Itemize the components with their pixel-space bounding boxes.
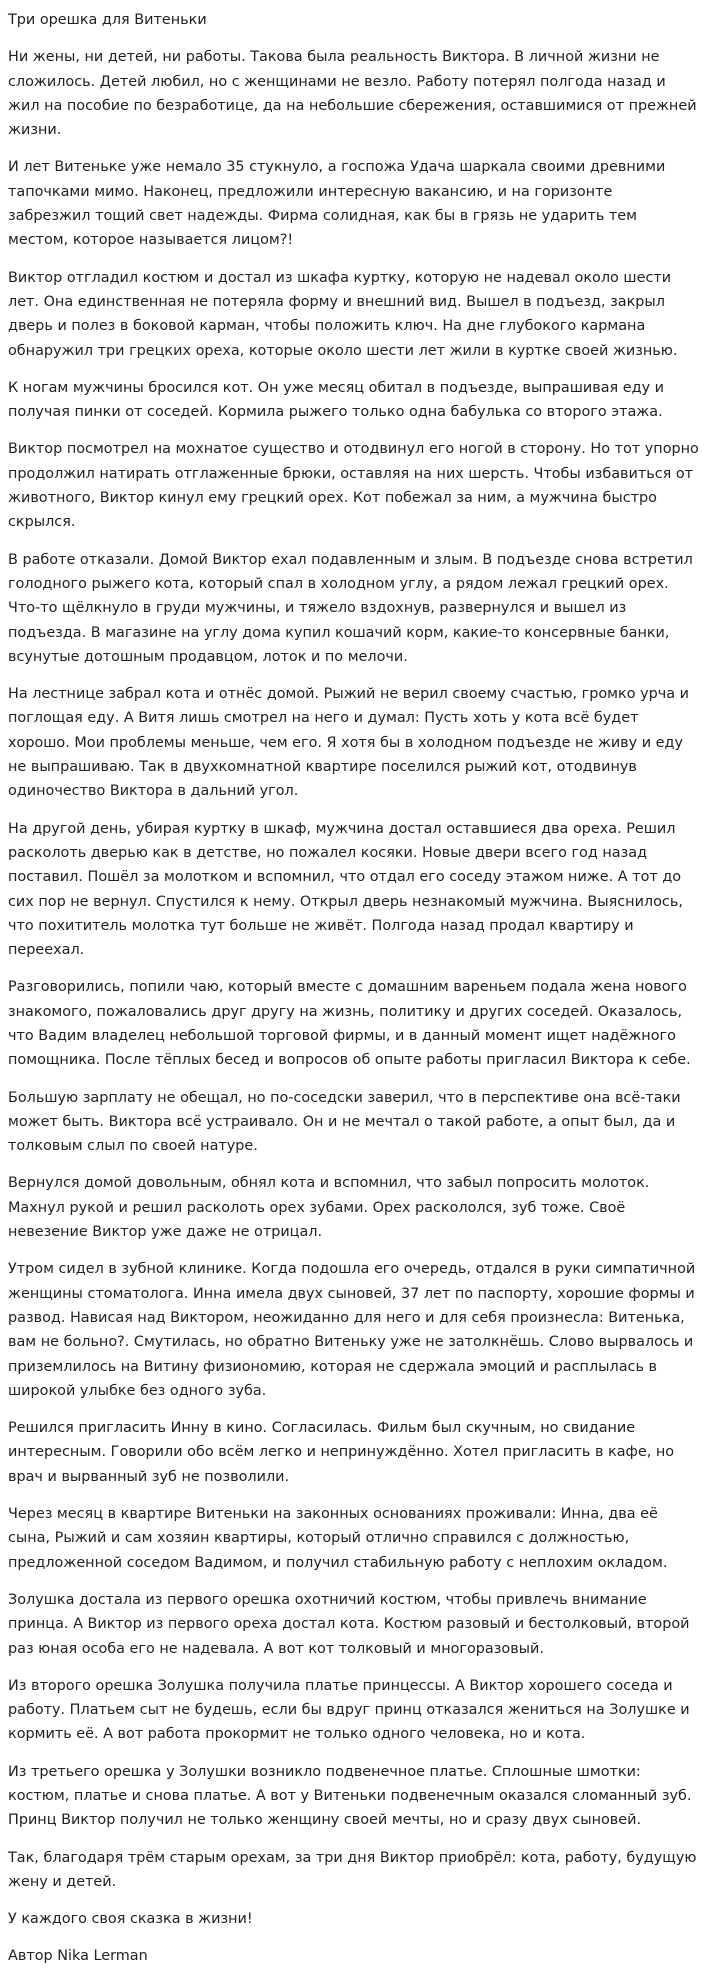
paragraph-15: Золушка достала из первого орешка охотничий костюм, чтобы привлечь внимание принца. А Виктор из первого ореха достал кота. Костюм разовый и бестолковый, второй раз юная особа его не надевала. А вот кот толковый и многоразовый. [8, 1591, 690, 1657]
paragraph-11: Вернулся домой довольным, обнял кота и вспомнил, что забыл попросить молоток. Махнул рукой и решил расколоть орех зубами. Орех раскололся, зуб тоже. Своё невезение Виктор уже даже не отрицал. [8, 1175, 650, 1241]
paragraph-6: В работе отказали. Домой Виктор ехал подавленным и злым. В подъезде снова встретил голодного рыжего кота, который спал в холодном углу, а рядом лежал грецкий орех. Что-то щёлкнуло в груди мужчины, и тяжело вздохнув, развернулся и вышел из подъезда. В магазине на углу дома купил кошачий корм, какие-то консервные банки, всунутые дотошным продавцом, лоток и по мелочи. [8, 551, 693, 665]
author-signature: Автор Nika Lerman [8, 1948, 148, 1965]
paragraph-4: К ногам мужчины бросился кот. Он уже месяц обитал в подъезде, выпрашивая еду и получая пинки от соседей. Кормила рыжего только одна бабулька со второго этажа. [8, 379, 665, 421]
paragraph-10: Большую зарплату не обещал, но по-соседски заверил, что в перспективе она всё-таки может быть. Виктора всё устраивало. Он и не мечтал о такой работе, а опыт был, да и толковым слыл по своей натуре. [8, 1089, 681, 1155]
story-title: Три орешка для Витеньки [8, 12, 207, 28]
paragraph-12: Утром сидел в зубной клинике. Когда подошла его очередь, отдался в руки симпатичной женщины стоматолога. Инна имела двух сыновей, 37 лет по паспорту, хорошие формы и развод. Нависая над Виктором, неожиданно для него и для себя произнесла: Витенька, вам не больно?. Смутилась, но обратно Витеньку уже не затолкнёшь. Слово вырвалось и приземлилось на Витину физиономию, которая не сдержала эмоций и расплылась в широкой улыбке без одного зуба. [8, 1261, 696, 1399]
paragraph-13: Решился пригласить Инну в кино. Согласилась. Фильм был скучным, но свидание интересным. Говорили обо всём легко и непринуждённо. Хотел пригласить в кафе, но врач и вырванный зуб не позволили. [8, 1420, 675, 1485]
paragraph-1: Ни жены, ни детей, ни работы. Такова была реальность Виктора. В личной жизни не сложилось. Детей любил, но с женщинами не везло. Работу потерял полгода назад и жил на пособие по безработице, да на небольшие сбережения, оставшимися от прежней жизни. [8, 49, 697, 139]
paragraph-16: Из второго орешка Золушка получила платье принцессы. А Виктор хорошего соседа и работу. Платьем сыт не будешь, если бы вдруг принц отказался жениться на Золушке и кормить её. А вот работа прокормит не только одного человека, но и кота. [8, 1677, 690, 1743]
paragraph-2: И лет Витеньке уже немало 35 стукнуло, а госпожа Удача шаркала своими древними тапочками мимо. Наконец, предложили интересную вакансию, и на горизонте забрезжил тощий свет надежды. Фирма солидная, как бы в грязь не ударить тем местом, которое называется лицом?! [8, 159, 666, 249]
paragraph-14: Через месяц в квартире Витеньки на законных основаниях проживали: Инна, два её сына, Рыжий и сам хозяин квартиры, который отлично справился с должностью, предложенной соседом Вадимом, и получил стабильную работу с неплохим окладом. [8, 1506, 668, 1571]
paragraph-7: На лестнице забрал кота и отнёс домой. Рыжий не верил своему счастью, громко урча и поглощая еду. А Витя лишь смотрел на него и думал: Пусть хоть у кота всё будет хорошо. Мои проблемы меньше, чем его. Я хотя бы в холодном подъезде не живу и еду не выпрашиваю. Так в двухкомнатной квартире поселился рыжий кот, отодвинув одиночество Виктора в дальний угол. [8, 686, 689, 800]
story-body [8, 45, 699, 1931]
paragraph-9: Разговорились, попили чаю, который вместе с домашним вареньем подала жена нового знакомого, пожаловались друг другу на жизнь, политику и других соседей. Оказалось, что Вадим владелец небольшой торговой фирмы, и в данный момент ищет надёжного помощника. После тёплых бесед и вопросов об опыте работы пригласил Виктора к себе. [8, 979, 691, 1069]
paragraph-18: Так, благодаря трём старым орехам, за три дня Виктор приобрёл: кота, работу, будущую жену и детей. [8, 1849, 697, 1890]
paragraph-17: Из третьего орешка у Золушки возникло подвенечное платье. Сплошные шмотки: костюм, платье и снова платье. А вот у Витеньки подвенечным оказался сломанный зуб. Принц Виктор получил не только женщину своей мечты, но и сразу двух сыновей. [8, 1763, 692, 1829]
paragraph-19: У каждого своя сказка в жизни! [8, 1911, 253, 1928]
paragraph-8: На другой день, убирая куртку в шкаф, мужчина достал оставшиеся два ореха. Решил расколоть дверью как в детстве, но пожалел косяки. Новые двери всего год назад поставил. Пошёл за молотком и вспомнил, что отдал его соседу этажом ниже. А тот до сих пор не вернул. Спустился к нему. Открыл дверь незнакомый мужчина. Выяснилось, что похититель молотка тут больше не живёт. Полгода назад продал квартиру и переехал. [8, 820, 683, 959]
paragraph-3: Виктор отгладил костюм и достал из шкафа куртку, которую не надевал около шести лет. Она единственная не потеряла форму и внешний вид. Вышел в подъезд, закрыл дверь и полез в боковой карман, чтобы положить ключ. На дне глубокого кармана обнаружил три грецких ореха, которые около шести лет жили в куртке своей жизнью. [8, 269, 678, 359]
paragraph-5: Виктор посмотрел на мохнатое существо и отодвинул его ногой в сторону. Но тот упорно продолжил натирать отглаженные брюки, оставляя на них шерсть. Чтобы избавиться от животного, Виктор кинул ему грецкий орех. Кот побежал за ним, а мужчина быстро скрылся. [8, 441, 699, 531]
